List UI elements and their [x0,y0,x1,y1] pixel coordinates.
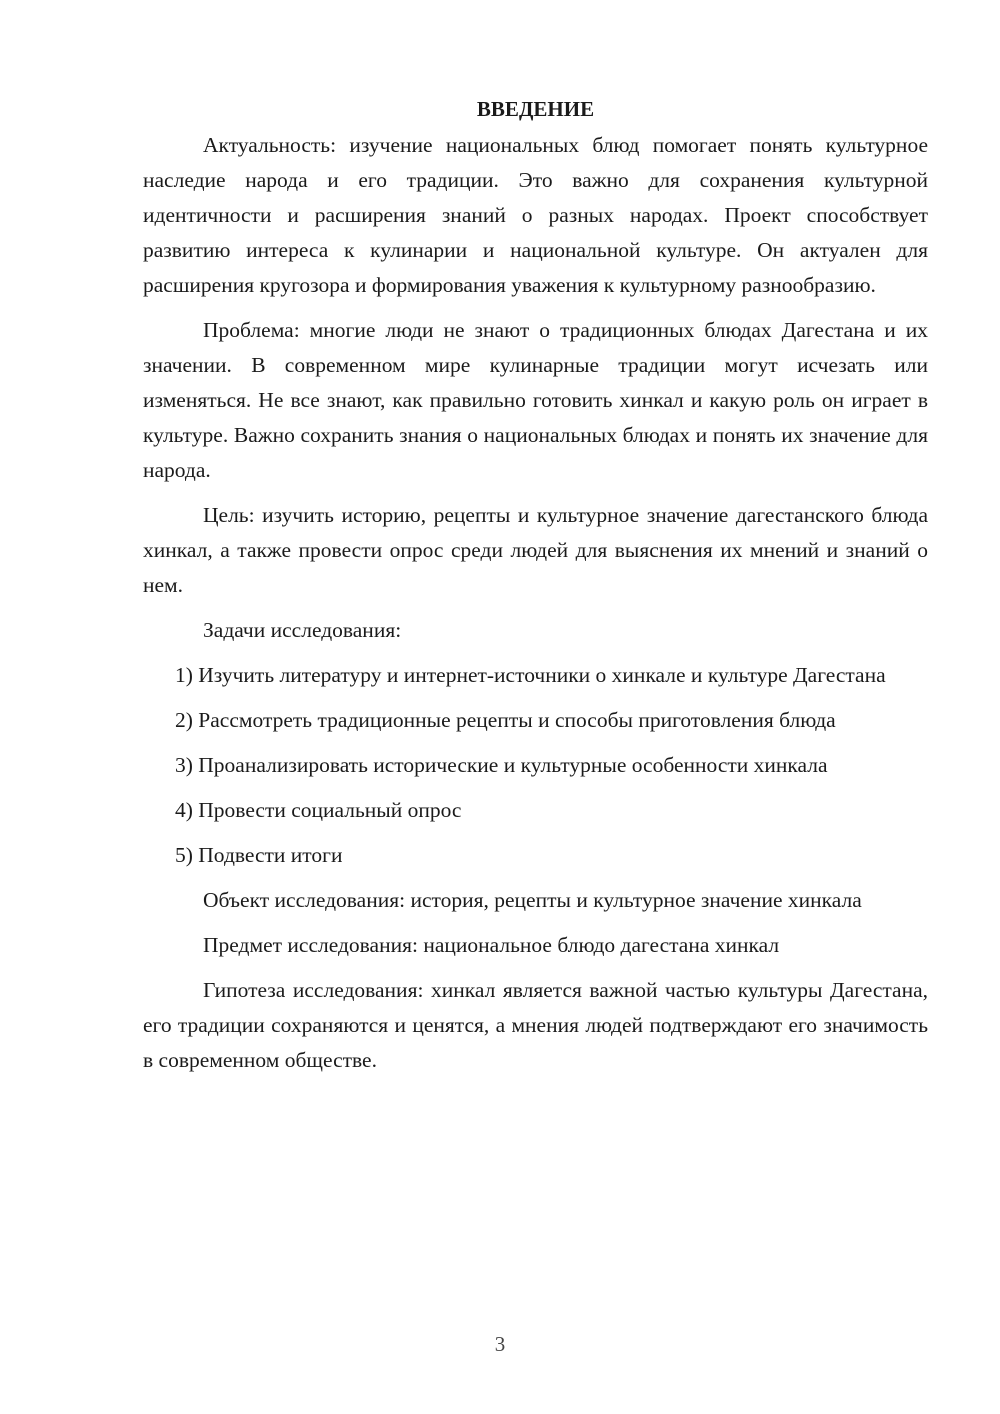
subject-paragraph: Предмет исследования: национальное блюдо дагестана хинкал [203,933,780,957]
goal-paragraph: Цель: изучить историю, рецепты и культурное значение дагестанского блюда хинкал, а также провести опрос среди людей для выяснения их мнений и знаний о нем. [143,503,928,597]
problem-paragraph: Проблема: многие люди не знают о традиционных блюдах Дагестана и их значении. В современном мире кулинарные традиции могут исчезать или изменяться. Не все знают, как правильно готовить хинкал и какую роль он играет в культуре. Важно сохранить знания о национальных блюдах и понять их значение для народа. [143,318,928,482]
page-number: 3 [494,1332,506,1356]
task-item-2: 2) Рассмотреть традиционные рецепты и способы приготовления блюда [175,708,836,732]
tasks-heading: Задачи исследования: [203,618,402,642]
task-item-4: 4) Провести социальный опрос [175,798,462,822]
relevance-paragraph: Актуальность: изучение национальных блюд помогает понять культурное наследие народа и его традиции. Это важно для сохранения культурной идентичности и расширения знаний о разных народах. Проект способствует развитию интереса к кулинарии и национальной культуре. Он актуален для расширения кругозора и формирования уважения к культурному разнообразию. [143,133,928,297]
document-page [143,92,928,1078]
object-paragraph: Объект исследования: история, рецепты и культурное значение хинкала [203,888,862,912]
task-item-5: 5) Подвести итоги [175,843,343,867]
hypothesis-paragraph: Гипотеза исследования: хинкал является важной частью культуры Дагестана, его традиции сохраняются и ценятся, а мнения людей подтверждают его значимость в современном обществе. [143,978,928,1072]
page-title: ВВЕДЕНИЕ [476,97,595,121]
task-item-1: 1) Изучить литературу и интернет-источники о хинкале и культуре Дагестана [175,663,886,687]
task-item-3: 3) Проанализировать исторические и культурные особенности хинкала [175,753,828,777]
